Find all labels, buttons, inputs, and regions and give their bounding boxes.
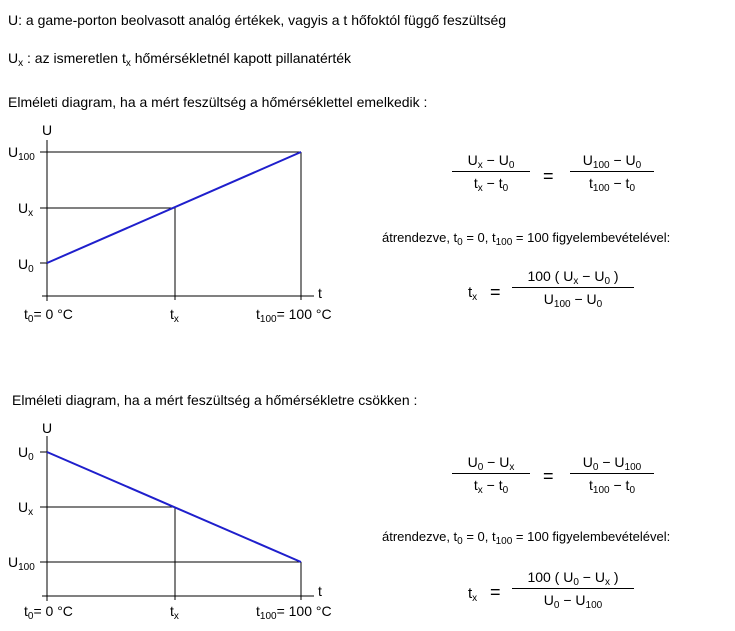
eq1-tx-lhs: $t_x$ <box>468 284 478 303</box>
x-label-t0: $t_0= 0$ °C <box>24 306 73 325</box>
eq2-right-fraction: $U_0 - U_{100}$ $t_{100} - t_0$ <box>570 454 654 493</box>
y-label-u100: $U_{100}$ <box>8 144 35 163</box>
eq2-rearranged: átrendezve, $t_0 = 0$, $t_{100} = 100$ figyelembevételével: <box>382 529 671 547</box>
y-label-u0: $U_0$ <box>18 256 34 275</box>
eq2-equals: = <box>543 466 554 486</box>
y-label-u0-2: $U_0$ <box>18 444 34 463</box>
eq2-tx-equals: = <box>490 582 501 602</box>
x-label-tx-2: $t_x$ <box>170 603 179 622</box>
y-label-ux-2: $U_x$ <box>18 499 34 518</box>
section1-heading: Elméleti diagram, ha a mért feszültség a hőmérséklettel emelkedik : <box>8 94 428 110</box>
eq1-right-fraction: $U_{100} - U_0$ $t_{100} - t_0$ <box>570 152 654 191</box>
section2-heading: Elméleti diagram, ha a mért feszültség a hőmérsékletre csökken : <box>12 392 418 408</box>
axis-u-label-2: U <box>42 420 53 436</box>
eq2-tx-lhs: $t_x$ <box>468 585 478 604</box>
axis-t-label: t <box>318 285 322 301</box>
eq1-equals: = <box>543 166 554 186</box>
eq2-tx-fraction: 100 ( $U_0 - U_x$ ) $U_0 - U_{100}$ <box>512 569 634 608</box>
axis-t-label-2: t <box>318 583 322 599</box>
x-label-t0-2: $t_0= 0$ °C <box>24 603 73 622</box>
definition-u: U: a game-porton beolvasott analóg értékek, vagyis a t hőfoktól függő feszültség <box>8 12 507 28</box>
axis-u-label: U <box>42 122 53 138</box>
eq1-rearranged: átrendezve, $t_0 = 0$, $t_{100} = 100$ figyelembevételével: <box>382 230 671 248</box>
eq2-left-fraction: $U_0 - U_x$ $t_x - t_0$ <box>452 454 530 493</box>
x-label-tx: $t_x$ <box>170 306 179 325</box>
definition-ux: $U_x$ : az ismeretlen $t_x$ hőmérsékletnél kapott pillanatérték <box>8 50 352 69</box>
y-label-ux: $U_x$ <box>18 200 34 219</box>
eq1-left-fraction: $U_x - U_0$ $t_x - t_0$ <box>452 152 530 191</box>
eq1-tx-fraction: 100 ( $U_x - U_0$ ) $U_{100} - U_0$ <box>512 268 634 307</box>
x-label-t100: $t_{100}= 100$ °C <box>256 306 332 325</box>
eq1-tx-equals: = <box>490 282 501 302</box>
x-label-t100-2: $t_{100}= 100$ °C <box>256 603 332 622</box>
y-label-u100-2: $U_{100}$ <box>8 554 35 573</box>
